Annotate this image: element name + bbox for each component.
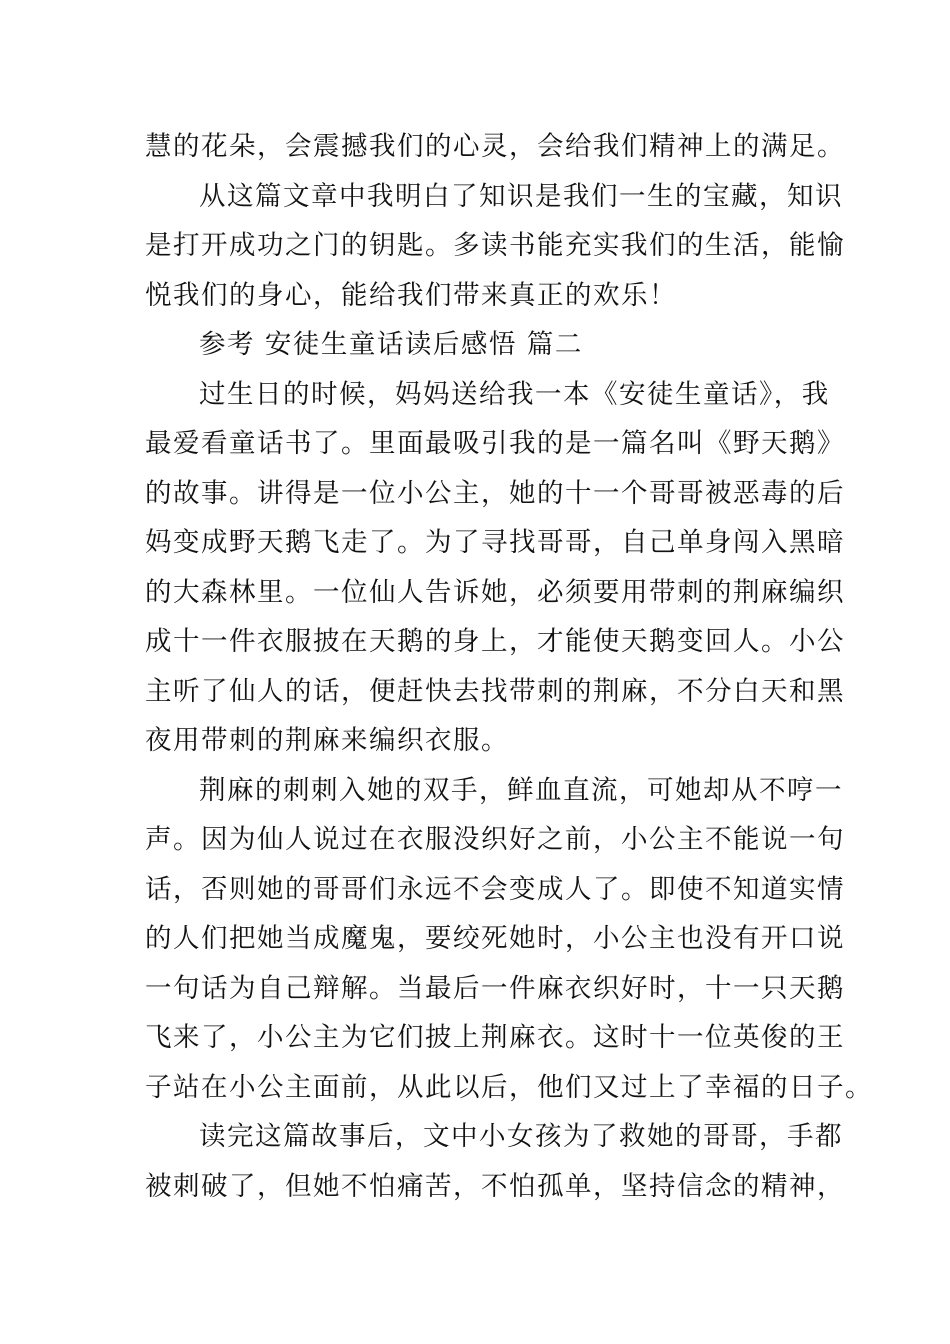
text-line: 夜用带刺的荆麻来编织衣服。 bbox=[145, 725, 509, 756]
text-line: 被刺破了，但她不怕痛苦，不怕孤单，坚持信念的精神， bbox=[145, 1170, 845, 1202]
text-line: 的故事。讲得是一位小公主，她的十一个哥哥被恶毒的后 bbox=[145, 477, 845, 509]
text-line: 妈变成野天鹅飞走了。为了寻找哥哥，自己单身闯入黑暗 bbox=[145, 527, 845, 558]
text-line: 成十一件衣服披在天鹅的身上，才能使天鹅变回人。小公 bbox=[145, 626, 845, 657]
text-line: 子站在小公主面前，从此以后，他们又过上了幸福的日子。 bbox=[145, 1071, 873, 1103]
text-line: 话，否则她的哥哥们永远不会变成人了。即使不知道实情 bbox=[145, 873, 845, 905]
text-line: 的大森林里。一位仙人告诉她，必须要用带刺的荆麻编织 bbox=[145, 576, 845, 608]
paragraph-first-line: 读完这篇故事后，文中小女孩为了救她的哥哥，手都 bbox=[199, 1121, 843, 1152]
paragraph-first-line: 从这篇文章中我明白了知识是我们一生的宝藏，知识 bbox=[199, 180, 843, 212]
text-line: 悦我们的身心，能给我们带来真正的欢乐！ bbox=[145, 279, 677, 311]
text-line: 是打开成功之门的钥匙。多读书能充实我们的生活，能愉 bbox=[145, 230, 845, 261]
text-line: 的人们把她当成魔鬼，要绞死她时，小公主也没有开口说 bbox=[145, 923, 845, 954]
text-line: 一句话为自己辩解。当最后一件麻衣织好时，十一只天鹅 bbox=[145, 972, 845, 1004]
paragraph-first-line: 荆麻的刺刺入她的双手，鲜血直流，可她却从不哼一 bbox=[199, 774, 843, 806]
section-heading: 参考 安徒生童话读后感悟 篇二 bbox=[199, 329, 583, 360]
text-line: 飞来了，小公主为它们披上荆麻衣。这时十一位英俊的王 bbox=[145, 1022, 845, 1053]
text-line: 慧的花朵，会震撼我们的心灵，会给我们精神上的满足。 bbox=[145, 131, 845, 162]
text-line: 声。因为仙人说过在衣服没织好之前，小公主不能说一句 bbox=[145, 824, 845, 855]
paragraph-first-line: 过生日的时候，妈妈送给我一本《安徒生童话》，我 bbox=[199, 378, 830, 410]
text-line: 主听了仙人的话，便赶快去找带刺的荆麻，不分白天和黑 bbox=[145, 675, 845, 707]
text-line: 最爱看童话书了。里面最吸引我的是一篇名叫《野天鹅》 bbox=[145, 428, 845, 459]
body-text bbox=[145, 122, 873, 1211]
